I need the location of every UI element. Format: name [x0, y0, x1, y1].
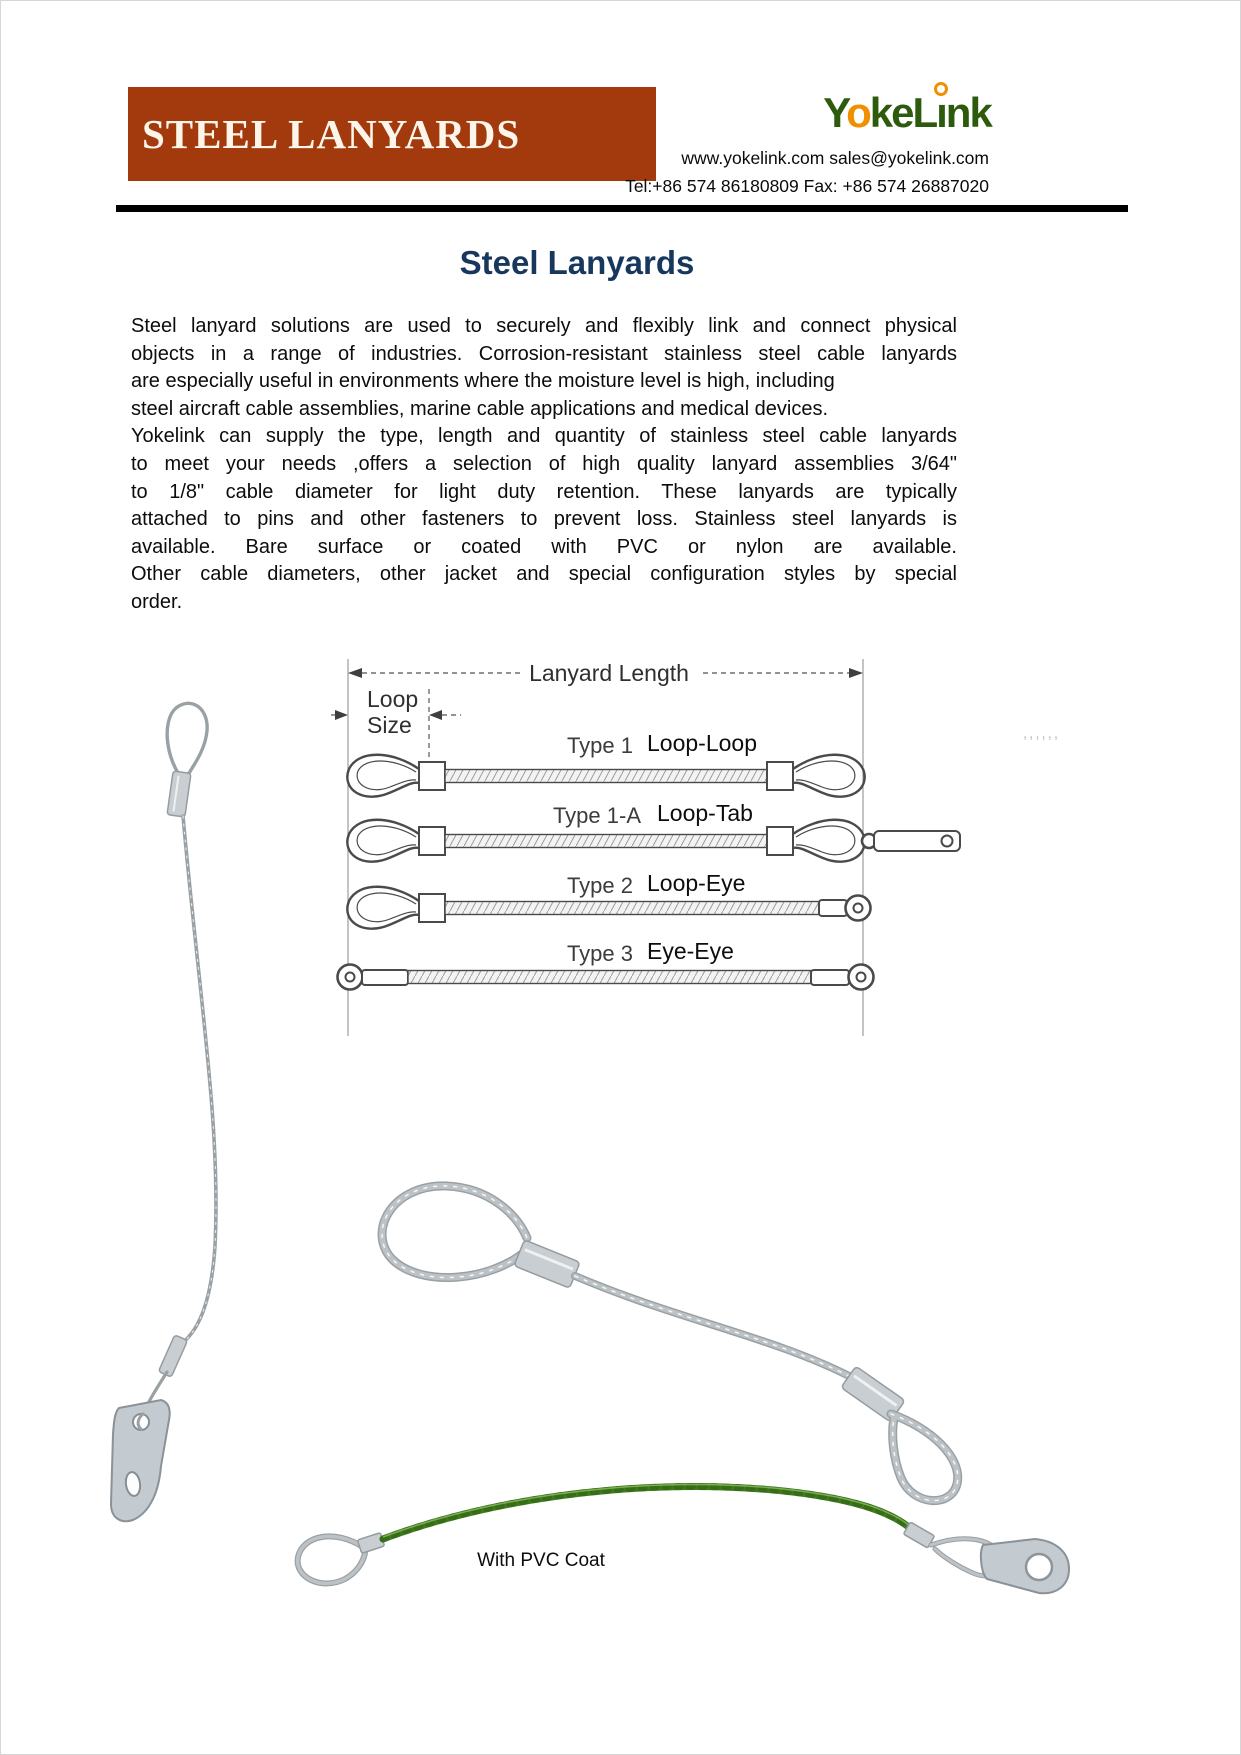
- paragraph-line: steel aircraft cable assemblies, marine cable applications and medical devices.: [131, 397, 829, 420]
- loop-size-arrow-right: [429, 710, 442, 720]
- paragraph-line: objects in a range of industries. Corrosion-resistant stainless steel cable lanyards: [131, 342, 957, 365]
- paragraph-line: available. Bare surface or coated with PVC or nylon are available.: [131, 535, 957, 558]
- loop-size-label-line2: Size: [367, 712, 412, 738]
- photo-wire-rope-lanyard: [331, 1166, 991, 1506]
- stray-scan-marks: ,,,,,,: [1023, 725, 1061, 742]
- loop-size-arrow-left: [335, 710, 348, 720]
- lower-ferrule: [158, 1335, 187, 1377]
- type1-label: Type 1: [566, 733, 633, 758]
- paragraph-line: are especially useful in environments where the moisture level is high, including: [131, 370, 835, 393]
- logo-part: nk: [945, 89, 991, 136]
- tel-fax-line: Tel:+86 574 86180809 Fax: +86 574 26887020: [625, 176, 989, 196]
- top-ferrule: [167, 771, 191, 817]
- top-loop: [167, 703, 207, 781]
- paragraph-line: Yokelink can supply the type, length and quantity of stainless steel cable lanyards: [131, 425, 957, 448]
- photo-lanyard-with-tab: [81, 666, 331, 1531]
- type1a-row: [347, 800, 960, 862]
- tab-hole: [942, 836, 953, 847]
- dim-arrow-left: [348, 668, 362, 678]
- top-left-loop: [382, 1186, 527, 1278]
- yokelink-logo: [807, 89, 1007, 145]
- type1a-label: Type 1-A: [552, 803, 641, 828]
- header-divider-rule: [116, 205, 1128, 212]
- paragraph-line: to meet your needs ,offers a selection of high quality lanyard assemblies 3/64": [131, 452, 957, 475]
- type3-row: [338, 938, 874, 990]
- paragraph-line: attached to pins and other fasteners to prevent loss. Stainless steel lanyards is: [131, 508, 957, 531]
- paragraph: [131, 313, 957, 617]
- logo-i-with-ring-dot: ı: [936, 89, 946, 136]
- ring-terminal-hole: [1026, 1554, 1052, 1580]
- type1-row: [347, 730, 864, 797]
- type3-label: Type 3: [566, 941, 633, 966]
- type1-style-label: Loop-Loop: [647, 730, 757, 756]
- left-ferrule: [357, 1533, 384, 1554]
- logo-part: Y: [823, 89, 847, 136]
- paragraph-line: order.: [131, 590, 183, 613]
- green-cable: [383, 1485, 911, 1539]
- title-banner: [128, 87, 656, 181]
- banner-title: STEEL LANYARDS: [142, 111, 521, 157]
- page-title: Steel Lanyards: [459, 244, 695, 281]
- paragraph-line: Other cable diameters, other jacket and special configuration styles by special: [131, 563, 957, 586]
- logo-part: o: [846, 89, 870, 136]
- loop-size-label-line1: Loop: [367, 686, 419, 712]
- left-loop: [298, 1536, 365, 1583]
- pvc-coat-caption: With PVC Coat: [477, 1550, 605, 1571]
- dim-arrow-right: [849, 668, 863, 678]
- paragraph-line: to 1/8" cable diameter for light duty retention. These lanyards are typically: [131, 480, 957, 503]
- cable-span: [575, 1276, 853, 1378]
- paragraph-line: Steel lanyard solutions are used to securely and flexibly link and connect physical: [131, 315, 957, 337]
- type3-style-label: Eye-Eye: [647, 938, 734, 964]
- type1a-style-label: Loop-Tab: [657, 800, 753, 826]
- lanyard-length-label: Lanyard Length: [529, 660, 689, 686]
- website-email-line: www.yokelink.com sales@yokelink.com: [681, 148, 989, 168]
- logo-part: keL: [869, 89, 937, 136]
- type2-row: [347, 870, 870, 929]
- photo-pvc-coated-lanyard: [271, 1469, 1081, 1639]
- ferrule-1: [514, 1240, 580, 1288]
- lanyard-types-diagram: [331, 651, 991, 1051]
- type2-style-label: Loop-Eye: [647, 870, 746, 896]
- cable: [178, 816, 216, 1346]
- type2-label: Type 2: [566, 873, 633, 898]
